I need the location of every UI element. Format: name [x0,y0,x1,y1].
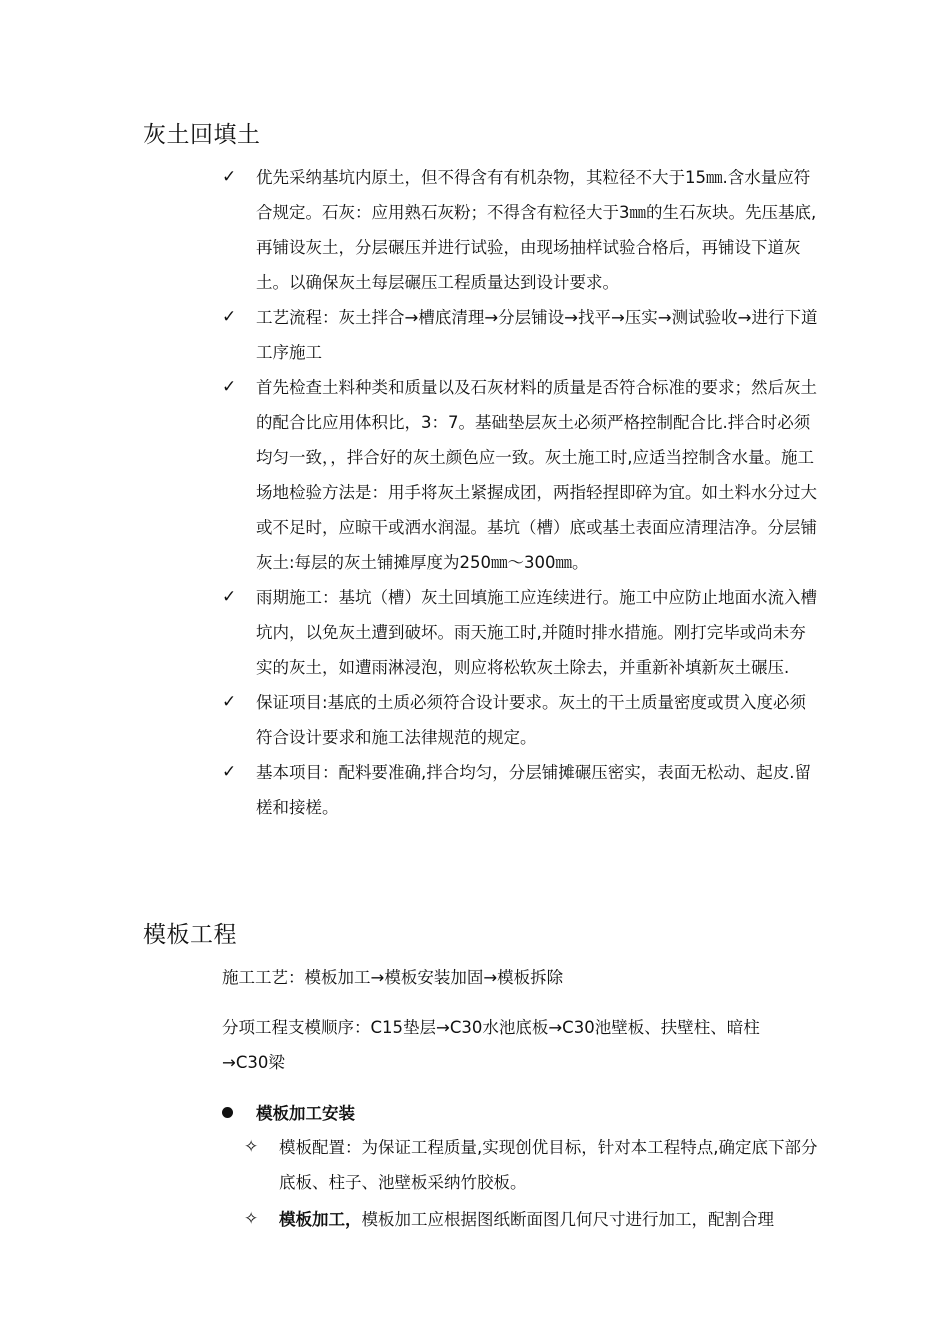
list-item: ✓ 首先检查土料种类和质量以及石灰材料的质量是否符合标准的要求；然后灰土的配合比应用体积比，3：7。基础垫层灰土必须严格控制配合比.拌合时必须均匀一致，，拌合好的灰土颜色应一致。灰土施工时,应适当控制含水量。施工场地检验方法是：用手将灰土紧握成团，两指轻捏即碎为宜。如土料水分过大或不足时，应晾干或洒水润湿。基坑（槽）底或基土表面应清理洁净。分层铺灰土:每层的灰土铺摊厚度为250㎜～300㎜。 [220,370,820,580]
construction-process-paragraph: 施工工艺：模板加工→模板安装加固→模板拆除 [222,968,564,987]
list-item: ✓ 雨期施工：基坑（槽）灰土回填施工应连续进行。施工中应防止地面水流入槽坑内，以免灰土遭到破坏。雨天施工时,并随时排水措施。刚打完毕或尚未夯实的灰土，如遭雨淋浸泡，则应将松软灰土除去，并重新补填新灰土碾压. [220,580,820,685]
list-item: ✓ 基本项目：配料要准确,拌合均匀，分层铺摊碾压密实，表面无松动、起皮.留槎和接槎。 [220,755,820,825]
bullet-dot-icon [222,1107,233,1118]
checkmark-icon: ✓ [222,167,237,187]
checkmark-icon: ✓ [222,762,237,782]
subheading-formwork-fabrication: 模板加工安装 [222,1096,355,1131]
formwork-order-paragraph: 分项工程支模顺序：C15垫层→C30水池底板→C30池壁板、扶壁柱、暗柱→C30梁 [222,1018,760,1072]
list-item: ✓ 优先采纳基坑内原土，但不得含有有机杂物，其粒径不大于15㎜.含水量应符合规定。石灰：应用熟石灰粉；不得含有粒径大于3㎜的生石灰块。先压基底,再铺设灰土，分层碾压并进行试验，由现场抽样试验合格后，再铺设下道灰土。以确保灰土每层碾压工程质量达到设计要求。 [220,160,820,300]
four-point-star-icon: ✧ [244,1137,259,1157]
checkmark-icon: ✓ [222,692,237,712]
list-item: ✓ 工艺流程：灰土拌合→槽底清理→分层铺设→找平→压实→测试验收→进行下道工序施工 [220,300,820,370]
checkmark-icon: ✓ [222,377,237,397]
checkmark-icon: ✓ [222,587,237,607]
list-item: ✓ 保证项目:基底的土质必须符合设计要求。灰土的干土质量密度或贯入度必须符合设计要求和施工法律规范的规定。 [220,685,820,755]
list-item: ✧ 模板配置：为保证工程质量,实现创优目标，针对本工程特点,确定底下部分底板、柱子、池壁板采纳竹胶板。 [244,1130,819,1200]
formwork-items-list [244,1130,819,1239]
backfill-requirements-list [220,160,820,825]
four-point-star-icon: ✧ [244,1209,259,1229]
checkmark-icon: ✓ [222,307,237,327]
list-item: ✧ 模板加工，模板加工应根据图纸断面图几何尺寸进行加工，配割合理 [244,1202,819,1237]
section-title-lime-soil-backfill: 灰土回填土 [143,122,261,148]
section-title-formwork: 模板工程 [143,922,237,948]
